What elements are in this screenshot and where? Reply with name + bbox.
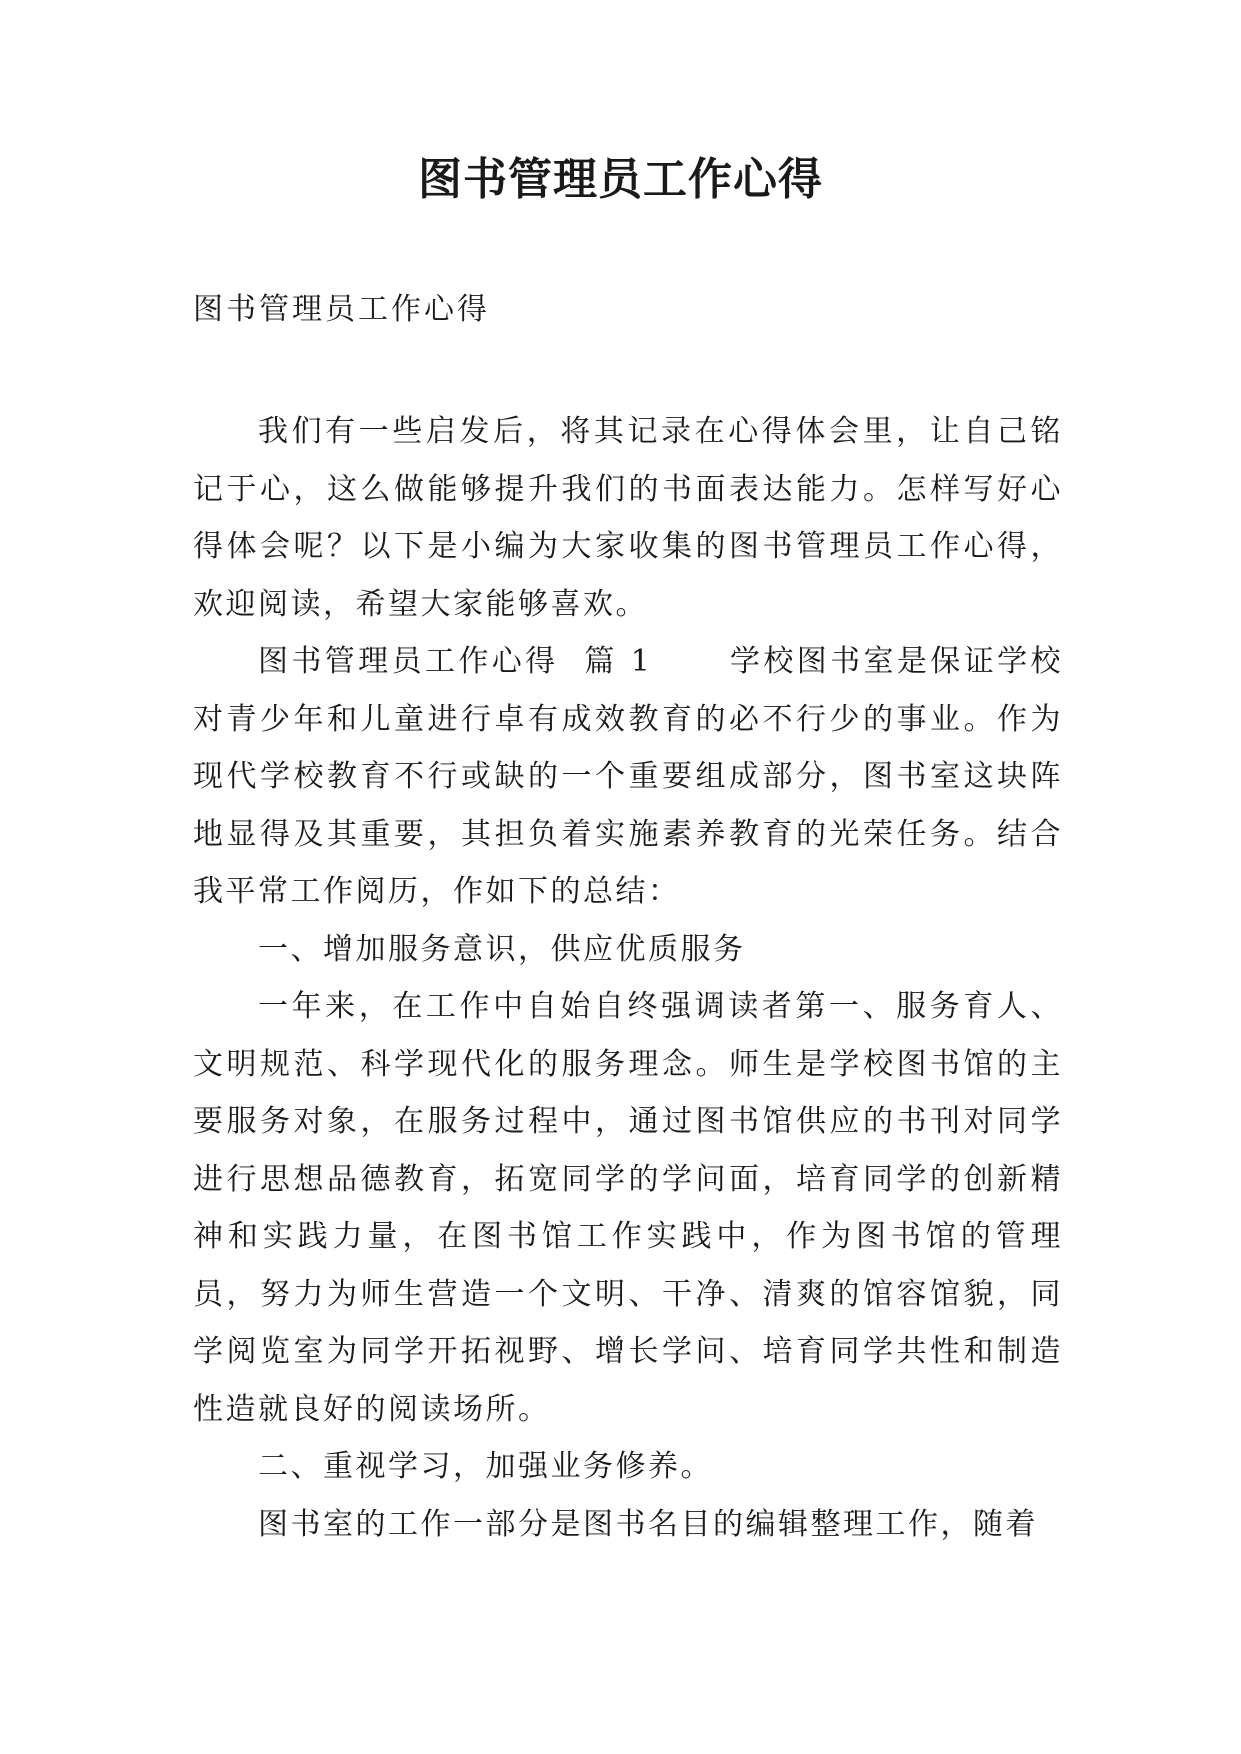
paragraph-section-1-intro: 图书管理员工作心得 篇 1 学校图书室是保证学校对青少年和儿童进行卓有成效教育的必不行少的事业。作为现代学校教育不行或缺的一个重要组成部分，图书室这块阵地显得及其重要，其担负着实施素养教育的光荣任务。结合我平常工作阅历，作如下的总结： bbox=[193, 644, 1063, 909]
document-title: 图书管理员工作心得 bbox=[418, 154, 823, 205]
paragraph-service: 一年来，在工作中自始自终强调读者第一、服务育人、文明规范、科学现代化的服务理念。师生是学校图书馆的主要服务对象，在服务过程中，通过图书馆供应的书刊对同学进行思想品德教育，拓宽同学的学问面，培育同学的创新精神和实践力量，在图书馆工作实践中，作为图书馆的管理员，努力为师生营造一个文明、干净、清爽的馆容馆貌，同学阅览室为同学开拓视野、增长学问、培育同学共性和制造性造就良好的阅读场所。 bbox=[193, 989, 1063, 1427]
document-body bbox=[193, 403, 1063, 1553]
paragraph-heading-1: 一、增加服务意识，供应优质服务 bbox=[258, 931, 746, 967]
document-subtitle: 图书管理员工作心得 bbox=[193, 292, 490, 327]
paragraph-catalog: 图书室的工作一部分是图书名目的编辑整理工作，随着 bbox=[258, 1506, 1038, 1542]
paragraph-intro: 我们有一些启发后，将其记录在心得体会里，让自己铭记于心，这么做能够提升我们的书面表达能力。怎样写好心得体会呢？以下是小编为大家收集的图书管理员工作心得，欢迎阅读，希望大家能够喜欢。 bbox=[193, 414, 1063, 622]
paragraph-heading-2: 二、重视学习，加强业务修养。 bbox=[258, 1449, 713, 1484]
